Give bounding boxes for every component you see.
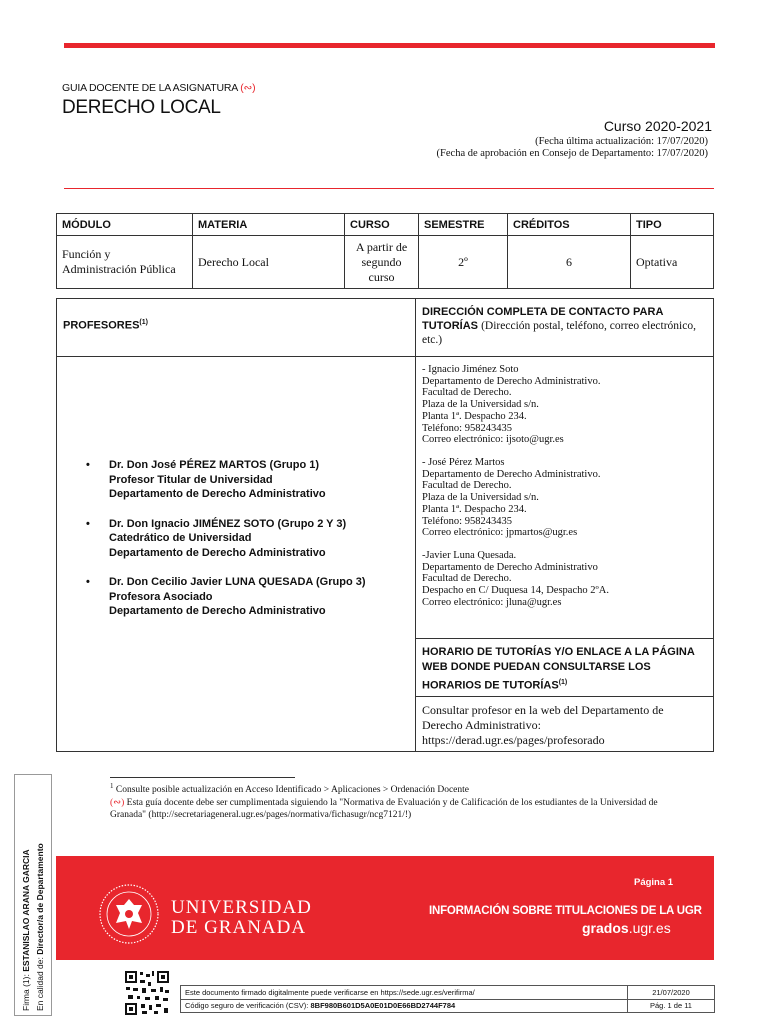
info-titulaciones: INFORMACIÓN SOBRE TITULACIONES DE LA UGR: [429, 905, 702, 917]
header-modulo: MÓDULO: [57, 214, 193, 236]
fecha-actualizacion: (Fecha última actualización: 17/07/2020): [535, 136, 708, 147]
profesores-list: [86, 458, 406, 634]
qr-code-icon: [124, 970, 170, 1016]
bullet-icon: •: [86, 576, 90, 588]
university-name-line1: UNIVERSIDAD: [171, 897, 312, 918]
firma-text: Firma (1): ESTANISLAO ARANA GARCIA: [21, 849, 31, 1011]
grados-link[interactable]: grados.ugr.es: [582, 920, 671, 936]
signature-sidebar: [14, 774, 52, 1016]
university-name-line2: DE GRANADA: [171, 917, 307, 938]
value-modulo: Función y Administración Pública: [57, 236, 193, 289]
value-semestre: 2º: [419, 236, 508, 289]
calidad-text: En calidad de: Director/a de Departamento: [35, 843, 45, 1011]
footnote-1: $^1$ Consulte posible actualización en Acceso Identificado > Aplicaciones > Ordenación Docente: [110, 782, 469, 796]
profesorado-link[interactable]: https://derad.ugr.es/pages/profesorado: [422, 733, 605, 747]
contact-luna: -Javier Luna Quesada. Departamento de Derecho Administrativo Facultad de Derecho. Despacho en C/ Duquesa 14, Despacho 2ºA. Correo electrónico: jluna@ugr.es: [422, 550, 609, 608]
header-top-bar: [64, 43, 715, 48]
direccion-heading: DIRECCIÓN COMPLETA DE CONTACTO PARA TUTORÍAS (Dirección postal, teléfono, correo electrónico, etc.): [422, 306, 696, 346]
list-item: • Dr. Don Ignacio JIMÉNEZ SOTO (Grupo 2 Y 3) Catedrático de Universidad Departamento de Derecho Administrativo: [86, 517, 347, 559]
guia-label: GUIA DOCENTE DE LA ASIGNATURA (∾): [62, 82, 256, 94]
fecha-aprobacion: (Fecha de aprobación en Consejo de Departamento: 17/07/2020): [436, 148, 708, 159]
profesores-heading: PROFESORES$^{(1)}$: [63, 319, 148, 332]
ugr-seal-icon: [98, 883, 160, 945]
footnote-divider: [110, 777, 295, 778]
curso-label: Curso 2020-2021: [603, 118, 712, 134]
info-table: [56, 213, 714, 289]
value-tipo: Optativa: [631, 236, 714, 289]
signature-date: 21/07/2020: [628, 986, 715, 1000]
header-divider: [64, 188, 714, 189]
list-item: • Dr. Don José PÉREZ MARTOS (Grupo 1) Profesor Titular de Universidad Departamento de Derecho Administrativo: [86, 459, 326, 500]
verify-text: Este documento firmado digitalmente puede verificarse en https://sede.ugr.es/verifirma/: [181, 986, 628, 1000]
horario-heading: HORARIO DE TUTORÍAS Y/O ENLACE A LA PÁGINA WEB DONDE PUEDAN CONSULTARSE LOS HORARIOS DE TUTORÍAS$^{(1)}$: [422, 646, 695, 692]
page-title: DERECHO LOCAL: [62, 97, 221, 118]
page-count: Pág. 1 de 11: [628, 999, 715, 1013]
page-label: Página 1: [634, 877, 674, 888]
header-semestre: SEMESTRE: [419, 214, 508, 236]
csv-row: Código seguro de verificación (CSV): 8BF980B601D5A0E01D0E66BD2744F784: [181, 999, 628, 1013]
header-creditos: CRÉDITOS: [508, 214, 631, 236]
list-item: • Dr. Don Cecilio Javier LUNA QUESADA (Grupo 3) Profesora Asociado Departamento de Derecho Administrativo: [86, 576, 366, 617]
value-creditos: 6: [508, 236, 631, 289]
value-curso: A partir de segundo curso: [345, 236, 419, 289]
footnote-2: (∾) Esta guía docente debe ser cumplimentada siguiendo la "Normativa de Evaluación y de Calificación de los estudiantes de la Universidad de Granada" (http://secretariageneral.ugr.es/pages/normativa/fichasugr/ncg7121/!): [110, 798, 658, 820]
header-materia: MATERIA: [193, 214, 345, 236]
contact-jimenez: - Ignacio Jiménez Soto Departamento de Derecho Administrativo. Facultad de Derecho. Plaza de la Universidad s/n. Planta 1ª. Despacho 234. Teléfono: 958243435 Correo electrónico: ijsoto@ugr.es: [422, 364, 601, 446]
value-materia: Derecho Local: [193, 236, 345, 289]
signature-table: [180, 985, 715, 1013]
header-curso: CURSO: [345, 214, 419, 236]
horario-text: Consultar profesor en la web del Departamento de Derecho Administrativo: https://derad.ugr.es/pages/profesorado: [422, 703, 712, 748]
contact-perez: - José Pérez Martos Departamento de Derecho Administrativo. Facultad de Derecho. Plaza de la Universidad s/n. Planta 1ª. Despacho 234. Teléfono: 958243435 Correo electrónico: jpmartos@ugr.es: [422, 457, 601, 539]
header-tipo: TIPO: [631, 214, 714, 236]
bullet-icon: •: [86, 459, 90, 471]
bullet-icon: •: [86, 517, 90, 530]
